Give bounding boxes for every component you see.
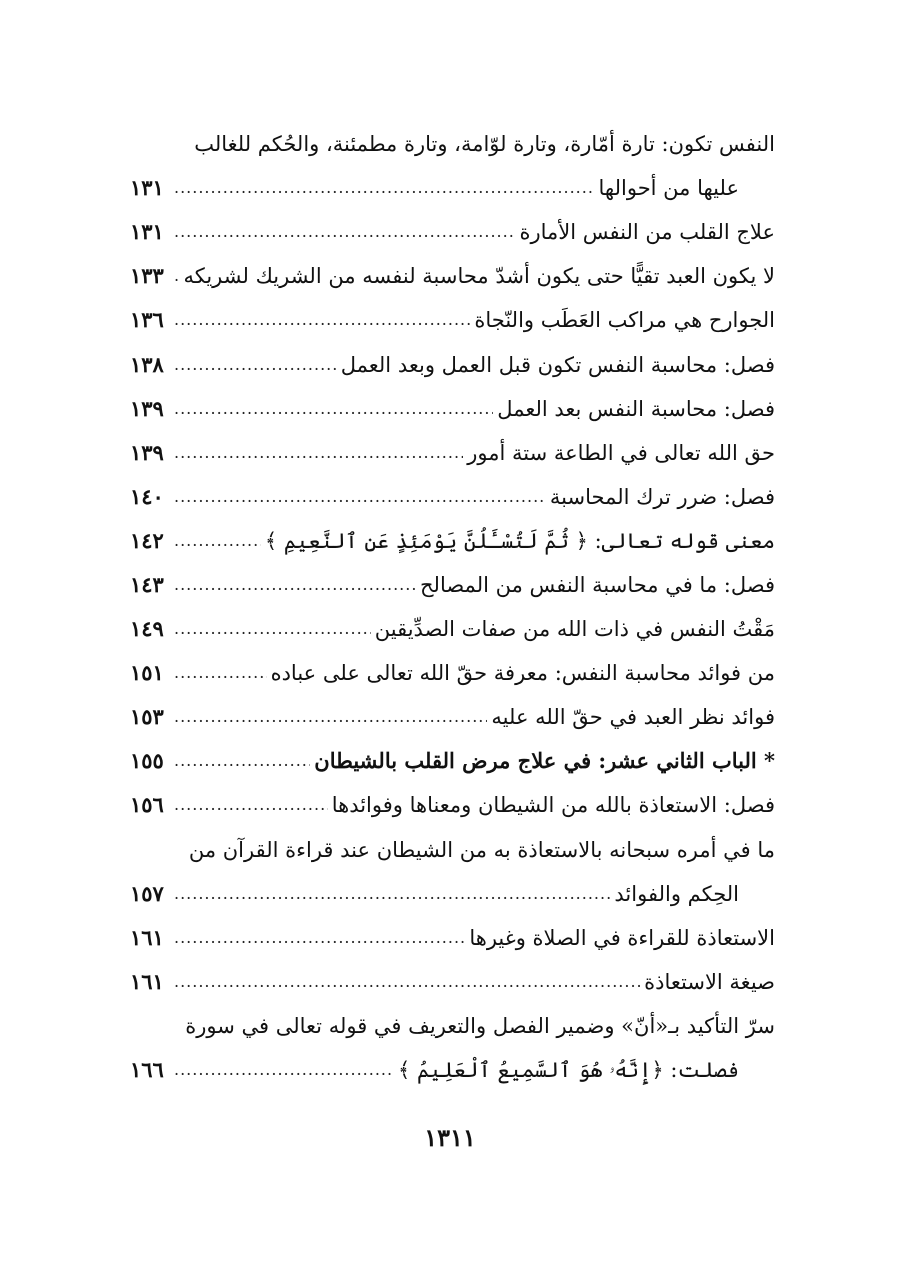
- toc-entry-title: الاستعاذة للقراءة في الصلاة وغيرها: [469, 925, 775, 950]
- leader-dots: [174, 607, 371, 651]
- toc-entry: [130, 210, 775, 254]
- toc-entry: [130, 563, 775, 607]
- toc-entry-page: ١٣٣: [130, 263, 164, 289]
- leader-dots: [174, 960, 640, 1004]
- toc-entry-page: ١٦١: [130, 924, 164, 950]
- leader-dots: [174, 475, 546, 519]
- leader-dots: [174, 695, 487, 739]
- toc-entry-title-continued: فصلت: ﴿إِنَّهُۥ هُوَ ٱلسَّمِيعُ ٱلْعَلِيمُ ﴾: [397, 1058, 739, 1083]
- toc-entry-title: لا يكون العبد تقيًّا حتى يكون أشدّ محاسبة لنفسه من الشريك لشريكه: [183, 264, 775, 289]
- toc-entry-title: علاج القلب من النفس الأمارة: [519, 220, 775, 245]
- toc-entry-page: ١٤٣: [130, 571, 164, 597]
- toc-entry-title-continued: الحِكم والفوائد: [614, 881, 739, 906]
- table-of-contents: [130, 122, 775, 1092]
- leader-dots: [174, 343, 337, 387]
- toc-entry-title: فوائد نظر العبد في حقّ الله عليه: [491, 705, 775, 730]
- toc-entry-page: ١٤٠: [130, 483, 164, 509]
- leader-dots: [174, 872, 610, 916]
- toc-entry-page: ١٥٦: [130, 792, 164, 818]
- toc-entry-page: ١٣٨: [130, 351, 164, 377]
- leader-dots: [174, 651, 267, 695]
- toc-entry-page: ١٦٦: [130, 1057, 164, 1083]
- toc-entry-title: فصل: ما في محاسبة النفس من المصالح: [419, 572, 775, 597]
- page-number-footer: ١٣١١: [424, 1123, 476, 1152]
- toc-entry-page: ١٥٥: [130, 748, 164, 774]
- toc-entry-page: ١٣٩: [130, 395, 164, 421]
- toc-entry: [130, 828, 775, 916]
- leader-dots: [174, 298, 470, 342]
- leader-dots: [174, 387, 493, 431]
- toc-entry: [130, 431, 775, 475]
- toc-entry-title: معنى قوله تعالى: ﴿ ثُمَّ لَتُسْـَٔلُنَّ يَوْمَئِذٍ عَنِ ٱلنَّعِيمِ ﴾: [264, 528, 775, 553]
- toc-entry-title: مَقْتُ النفس في ذات الله من صفات الصدِّيقين: [374, 617, 775, 642]
- toc-entry: [130, 254, 775, 298]
- toc-entry-title: حق الله تعالى في الطاعة ستة أمور: [467, 440, 775, 465]
- toc-entry-page: ١٣٦: [130, 307, 164, 333]
- toc-entry-page: ١٥١: [130, 660, 164, 686]
- toc-chapter-heading: [130, 739, 775, 783]
- toc-entry: [130, 960, 775, 1004]
- toc-entry-title: الجوارح هي مراكب العَطَب والنّجاة: [474, 308, 775, 333]
- toc-entry: [130, 607, 775, 651]
- toc-entry: [130, 1004, 775, 1092]
- toc-entry-title: من فوائد محاسبة النفس: معرفة حقّ الله تعالى على عباده: [270, 661, 775, 686]
- leader-dots: [174, 166, 595, 210]
- toc-entry: [130, 298, 775, 342]
- leader-dots: [174, 563, 416, 607]
- leader-dots: [174, 1048, 394, 1092]
- leader-dots: [174, 210, 515, 254]
- toc-entry-title: ما في أمره سبحانه بالاستعاذة به من الشيطان عند قراءة القرآن من: [188, 837, 775, 862]
- toc-entry: [130, 783, 775, 827]
- toc-entry: [130, 475, 775, 519]
- toc-entry-page: ١٥٧: [130, 880, 164, 906]
- toc-entry: [130, 122, 775, 210]
- toc-entry-title: فصل: محاسبة النفس بعد العمل: [497, 396, 775, 421]
- toc-entry-title: صيغة الاستعاذة: [644, 969, 775, 994]
- toc-entry-title: * الباب الثاني عشر: في علاج مرض القلب بالشيطان: [314, 748, 775, 774]
- toc-entry-page: ١٣١: [130, 219, 164, 245]
- leader-dots: [174, 254, 179, 298]
- toc-entry-title-continued: عليها من أحوالها: [598, 176, 739, 201]
- toc-entry-page: ١٥٣: [130, 704, 164, 730]
- leader-dots: [174, 916, 465, 960]
- toc-entry-page: ١٤٢: [130, 527, 164, 553]
- leader-dots: [174, 431, 463, 475]
- toc-entry-page: ١٦١: [130, 968, 164, 994]
- toc-entry-page: ١٣١: [130, 175, 164, 201]
- toc-entry: [130, 387, 775, 431]
- toc-entry-page: ١٤٩: [130, 616, 164, 642]
- toc-entry-title: فصل: محاسبة النفس تكون قبل العمل وبعد العمل: [340, 352, 775, 377]
- leader-dots: [174, 519, 261, 563]
- toc-entry: [130, 695, 775, 739]
- toc-entry-title: سرّ التأكيد بـ«أنّ» وضمير الفصل والتعريف في قوله تعالى في سورة: [185, 1013, 775, 1038]
- toc-entry: [130, 342, 775, 386]
- toc-entry: [130, 519, 775, 563]
- toc-entry: [130, 651, 775, 695]
- leader-dots: [174, 783, 328, 827]
- leader-dots: [174, 739, 310, 783]
- toc-entry: [130, 916, 775, 960]
- toc-entry-title: النفس تكون: تارة أمّارة، وتارة لوّامة، وتارة مطمئنة، والحُكم للغالب: [194, 132, 775, 157]
- toc-entry-title: فصل: ضرر ترك المحاسبة: [549, 484, 775, 509]
- toc-entry-title: فصل: الاستعاذة بالله من الشيطان ومعناها وفوائدها: [331, 793, 775, 818]
- toc-entry-page: ١٣٩: [130, 439, 164, 465]
